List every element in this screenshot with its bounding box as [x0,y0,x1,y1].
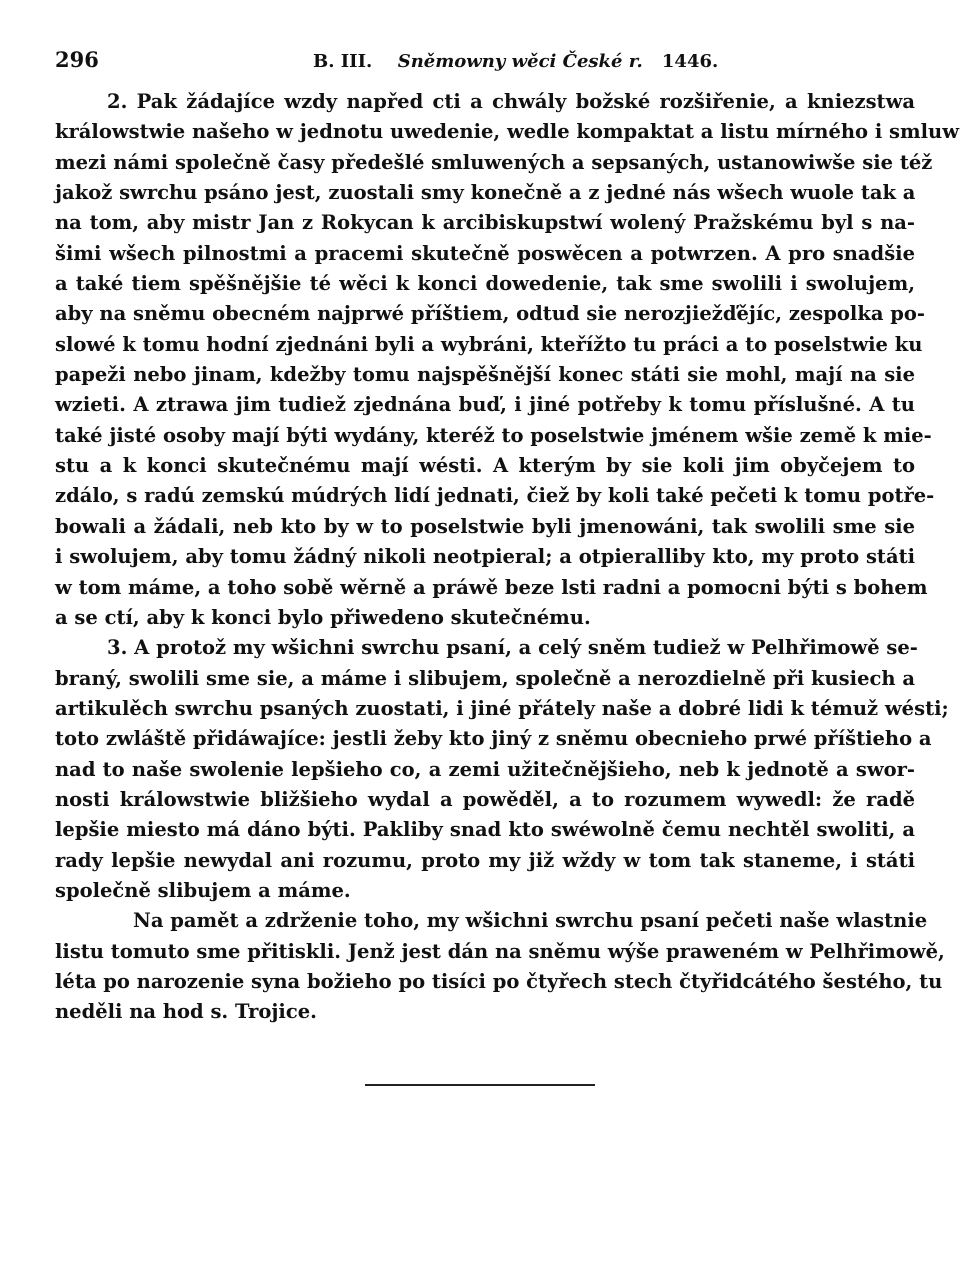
text-line: zdálo, s radú zemskú múdrých lidí jednati, čiež by koli také pečeti k tomu potře- [55,484,935,508]
text-line: lepšie miesto má dáno býti. Pakliby snad kto swéwolně čemu nechtěl swoliti, a [55,818,915,842]
text-line: králowstwie našeho w jednotu uwedenie, wedle kompaktat a listu mírného i smluw [55,120,960,144]
running-head-title: Sněmowny wěci České r. [397,51,643,72]
text-line: společně slibujem a máme. [55,878,351,902]
text-line: aby na sněmu obecném najprwé příštiem, odtud sie nerozjiežďějíc, zespolka po- [55,302,926,326]
text-line: i swolujem, aby tomu žádný nikoli neotpieral; a otpierallibу kto, my proto státi [55,545,915,569]
text-line: braný, swolili sme sie, a máme i slibujem, společně a nerozdielně při kusiech a [55,666,915,690]
text-line: jakož swrchu psáno jest, zuostali smy konečně a z jedné nás wšech wuole tak a [55,181,916,205]
text-line: šimi wšech pilnostmi a pracemi skutečně poswěcen a potwrzen. A pro snadšie [55,241,915,265]
text-line: na tom, aby mistr Jan z Rokycan k arcibiskupstwí wolený Pražskému byl s na- [55,211,915,235]
text-line: a také tiem spěšnějšie té wěci k konci dowedenie, tak sme swolili i swolujem, [55,272,915,296]
text-line: slowé k tomu hodní zjednáni byli a wybráni, kteřížto tu práci a to poselstwie ku [55,332,923,356]
text-line: w tom máme, a toho sobě wěrně a práwě beze lsti radni a pomocni býti s bohem [55,575,928,599]
text-line: neděli na hod s. Trojice. [55,1000,317,1024]
running-head-book: B. III. [313,51,373,72]
page-header [55,44,915,76]
text-line: bowali a žádali, neb kto by w to poselstwie byli jmenowáni, tak swolili sme sie [55,514,915,538]
running-head [313,44,718,78]
text-line: nad to naše swolenie lepšieho co, a zemi užitečnějšieho, neb k jednotě a swor- [55,757,915,781]
text-line: toto zwláště přidáwajíce: jestli žeby kto jiný z sněmu obecnieho prwé příštieho a [55,727,932,751]
text-line: Na pamět a zdrženie toho, my wšichni swrchu psaní pečeti naše wlastnie [133,909,928,933]
text-line: artikulěch swrchu psaných zuostati, i jiné přátely naše a dobré lidi k témuž wésti; [55,696,949,720]
text-line: léta po narozenie syna božieho po tisíci po čtyřech stech čtyřidcátého šestého, tu [55,969,943,993]
text-line: wzieti. A ztrawa jim tudiež zjednána buď, i jiné potřeby k tomu příslušné. A tu [55,393,915,417]
text-line: také jisté osoby mají býti wydány, kteréž to poselstwie jménem wšie země k mie- [55,423,932,447]
text-line: stu a k konci skutečnému mají wésti. A kterým by sie koli jim obyčejem to [55,454,915,478]
text-line: papeži nebo jinam, kdežby tomu najspěšnější konec státi sie mohl, mají na sie [55,363,915,387]
text-line: 2. Pak žádajíce wzdy napřed cti a chwály božské rozšiřenie, a kniezstwa [107,90,915,113]
text-line: mezi námi společně časy předešlé smluwených a sepsaných, ustanowiwše sie též [55,150,933,174]
text-line: 3. A protož my wšichni swrchu psaní, a celý sněm tudiež w Pelhřimowě se- [107,636,918,660]
page-number: 296 [55,47,99,72]
text-line: a se ctí, aby k konci bylo přiwedeno skutečnému. [55,605,591,629]
end-rule [365,1084,595,1086]
text-line: rady lepšie newydal ani rozumu, proto my již wždy w tom tak staneme, i státi [55,848,915,872]
text-line: listu tomuto sme přitiskli. Jenž jest dán na sněmu wýše praweném w Pelhřimowě, [55,939,945,963]
text-line: nosti králowstwie bližšieho wydal a powěděl, a to rozumem wywedl: že radě [55,787,915,811]
running-head-year: 1446. [661,51,719,72]
body-text [55,87,960,1028]
